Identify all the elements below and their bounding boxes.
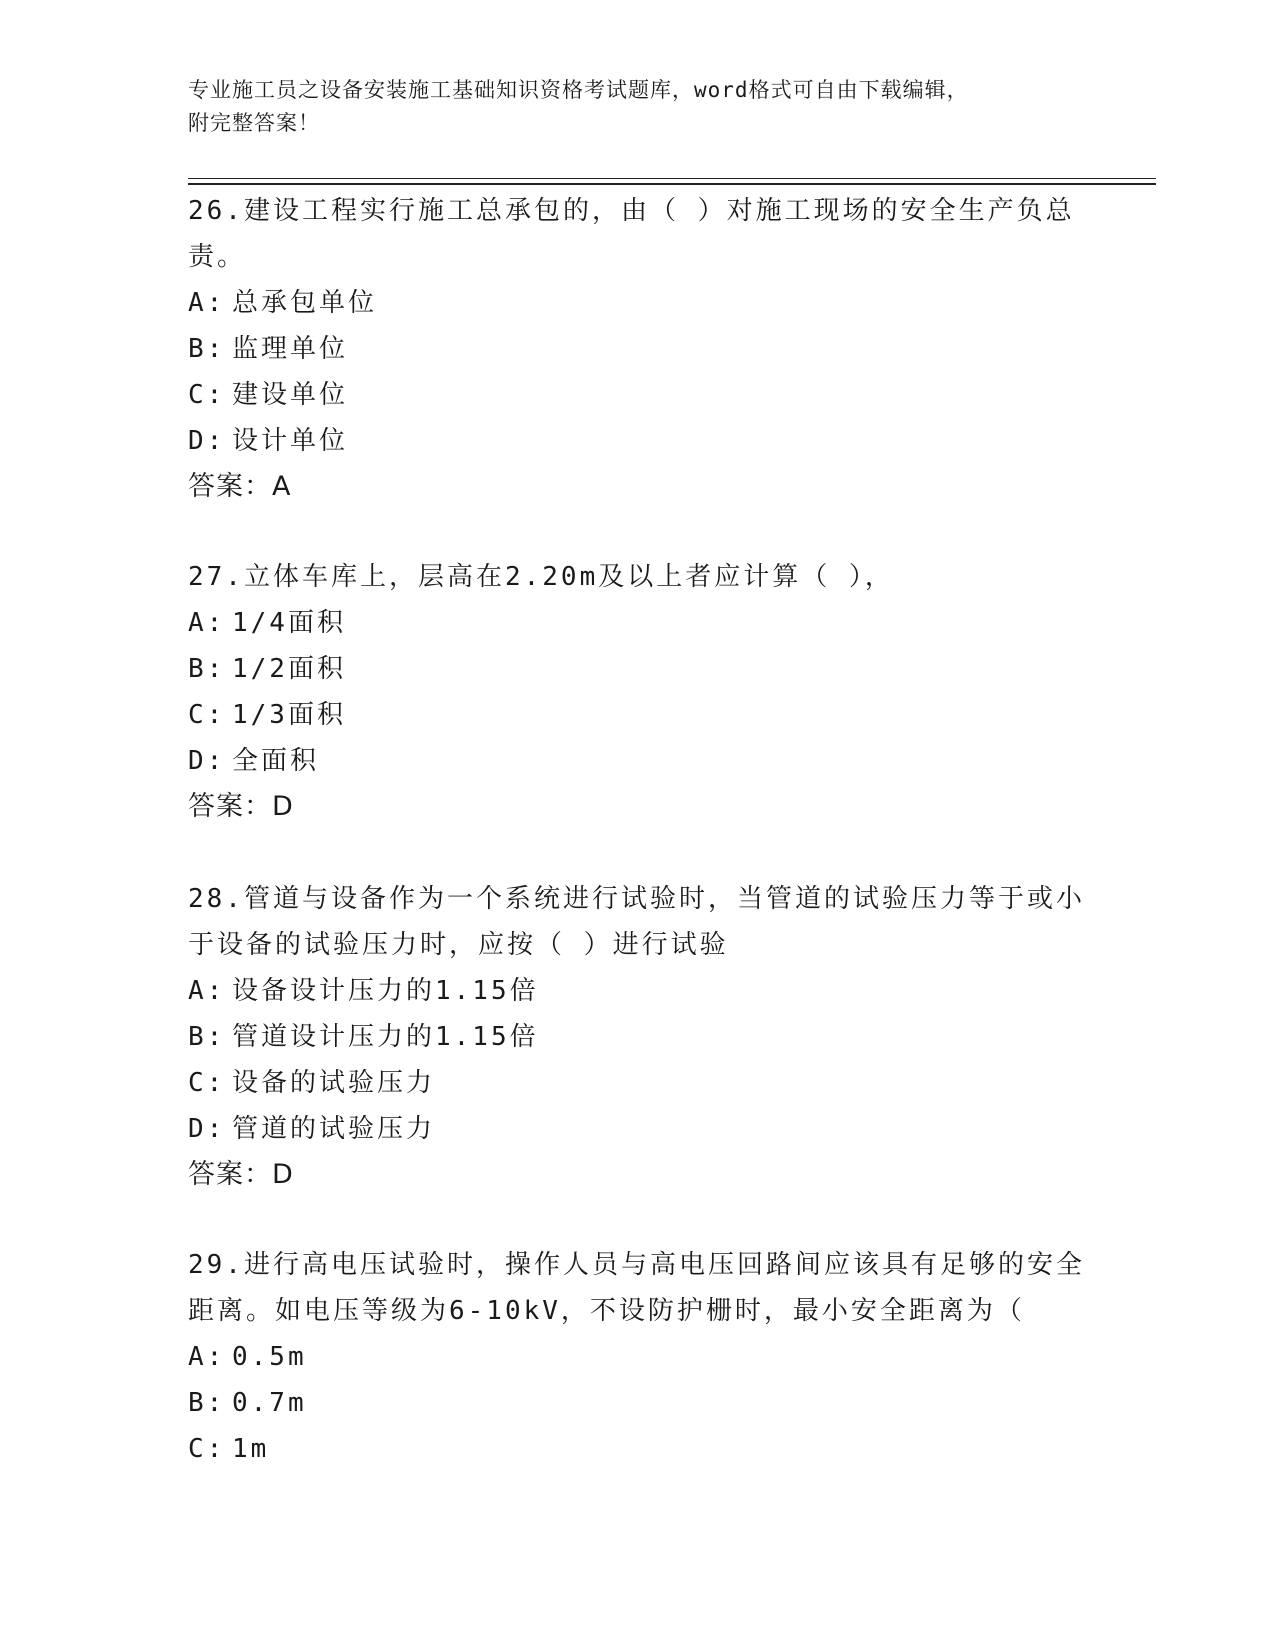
option-a	[188, 280, 1088, 326]
option-d	[188, 418, 1088, 464]
option-letter: B:	[188, 654, 226, 684]
option-a	[188, 1334, 1088, 1380]
option-letter: C:	[188, 380, 226, 410]
question-stem-line-2: 距离。如电压等级为6-10kV，不设防护栅时，最小安全距离为（	[188, 1296, 1025, 1326]
option-text: 监理单位	[232, 334, 349, 364]
header-divider-thin	[188, 178, 1156, 179]
option-d	[188, 738, 1088, 784]
question-stem-line-1: 28.管道与设备作为一个系统进行试验时，当管道的试验压力等于或小	[188, 884, 1085, 914]
question-27	[188, 554, 1088, 830]
option-c	[188, 1426, 1088, 1472]
option-letter: A:	[188, 1342, 226, 1372]
option-b	[188, 1380, 1088, 1426]
option-c	[188, 372, 1088, 418]
option-letter: C:	[188, 1068, 226, 1098]
option-text: 1m	[232, 1434, 270, 1464]
option-letter: A:	[188, 976, 226, 1006]
question-stem	[188, 554, 1088, 600]
option-letter: D:	[188, 426, 226, 456]
option-text: 0.5m	[232, 1342, 307, 1372]
option-letter: A:	[188, 608, 226, 638]
question-stem-line-2: 责。	[188, 242, 247, 272]
question-stem-line-1: 26.建设工程实行施工总承包的，由（ ）对施工现场的安全生产负总	[188, 196, 1075, 226]
answer: 答案：A	[188, 471, 292, 502]
question-26	[188, 188, 1088, 510]
header-divider-thick	[188, 183, 1156, 185]
header-line-2: 附完整答案！	[188, 111, 320, 135]
answer: 答案：D	[188, 1159, 294, 1190]
option-b	[188, 1014, 1088, 1060]
option-letter: A:	[188, 288, 226, 318]
option-b	[188, 326, 1088, 372]
option-text: 管道的试验压力	[232, 1114, 436, 1144]
option-d	[188, 1106, 1088, 1152]
question-stem	[188, 876, 1088, 968]
option-c	[188, 692, 1088, 738]
option-letter: B:	[188, 1022, 226, 1052]
option-text: 设备设计压力的1.15倍	[232, 976, 539, 1006]
option-text: 总承包单位	[232, 288, 378, 318]
question-stem	[188, 1242, 1088, 1334]
option-text: 1/2面积	[232, 654, 346, 684]
option-a	[188, 968, 1088, 1014]
option-text: 设备的试验压力	[232, 1068, 436, 1098]
header-line-1: 专业施工员之设备安装施工基础知识资格考试题库，word格式可自由下载编辑，	[188, 78, 969, 102]
question-stem-line-1: 27.立体车库上，层高在2.20m及以上者应计算（ ），	[188, 562, 894, 592]
option-text: 1/4面积	[232, 608, 346, 638]
option-letter: C:	[188, 1434, 226, 1464]
question-29	[188, 1242, 1088, 1472]
question-stem-line-2: 于设备的试验压力时，应按（ ）进行试验	[188, 930, 729, 960]
option-letter: B:	[188, 1388, 226, 1418]
option-letter: C:	[188, 700, 226, 730]
option-letter: D:	[188, 1114, 226, 1144]
option-b	[188, 646, 1088, 692]
option-letter: D:	[188, 746, 226, 776]
question-stem-line-1: 29.进行高电压试验时，操作人员与高电压回路间应该具有足够的安全	[188, 1250, 1085, 1280]
document-header	[188, 74, 1068, 140]
option-c	[188, 1060, 1088, 1106]
answer: 答案：D	[188, 791, 294, 822]
question-28	[188, 876, 1088, 1198]
option-text: 建设单位	[232, 380, 349, 410]
option-letter: B:	[188, 334, 226, 364]
option-text: 0.7m	[232, 1388, 307, 1418]
option-text: 管道设计压力的1.15倍	[232, 1022, 539, 1052]
option-text: 设计单位	[232, 426, 349, 456]
question-stem	[188, 188, 1088, 280]
option-a	[188, 600, 1088, 646]
option-text: 全面积	[232, 746, 320, 776]
option-text: 1/3面积	[232, 700, 346, 730]
